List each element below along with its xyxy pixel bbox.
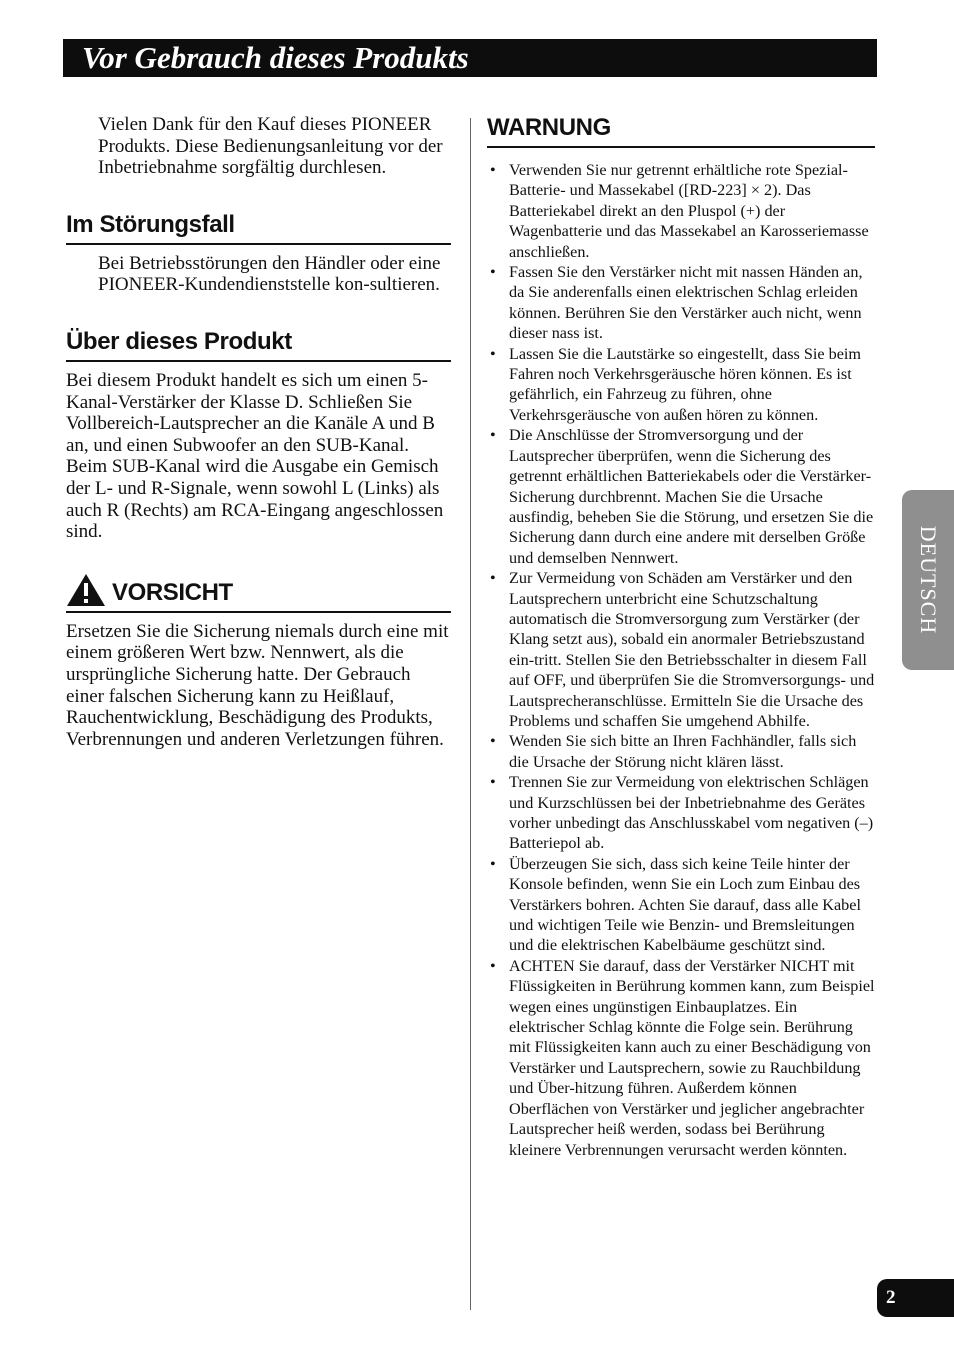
page-number: 2	[877, 1279, 954, 1317]
produkt-text-2: Beim SUB-Kanal wird die Ausgabe ein Gemisch der L- und R-Signale, wenn sowohl L (Links) als auch R (Rechts) am RCA-Eingang angeschlossen sind.	[66, 456, 444, 543]
right-column	[487, 114, 875, 1160]
list-item: • Trennen Sie zur Vermeidung von elektrischen Schlägen und Kurzschlüssen bei der Inbetriebnahme des Gerätes vorher unbedingt das Anschlusskabel vom negativen (–) Batteriepol ab.	[487, 772, 875, 854]
left-column	[66, 114, 451, 750]
heading-vorsicht	[66, 573, 451, 613]
list-item: • Fassen Sie den Verstärker nicht mit nassen Händen an, da Sie anderenfalls einen elektrischen Schlag erleiden können. Berühren Sie den Verstärker auch nicht, wenn dieser nass ist.	[487, 262, 875, 344]
language-tab	[902, 490, 954, 670]
language-tab-label: DEUTSCH	[916, 525, 941, 635]
produkt-text-1: Bei diesem Produkt handelt es sich um einen 5-Kanal-Verstärker der Klasse D. Schließen Sie Vollbereich-Lautsprecher an die Kanäle A und B an, und einen Subwoofer an den SUB-Kanal.	[66, 369, 435, 456]
page-title: Vor Gebrauch dieses Produkts	[63, 39, 877, 77]
list-item: • Überzeugen Sie sich, dass sich keine Teile hinter der Konsole befinden, wenn Sie ein Loch zum Einbau des Verstärkers bohren. Achten Sie darauf, dass alle Kabel und wichtigen Teile wie Benzin- und Bremsleitungen und die elektrischen Kabelbäume geschützt sind.	[487, 854, 875, 956]
list-item: • ACHTEN Sie darauf, dass der Verstärker NICHT mit Flüssigkeiten in Berührung kommen kann, zum Beispiel wegen eines ungünstigen Einbauplatzes. Ein elektrischer Schlag könnte die Folge sein. Berührung mit Flüssigkeiten kann auch zu einer Beschädigung von Verstärker und Lautsprechern, sowie zu Rauchbildung und Über-hitzung führen. Außerdem können Oberflächen von Verstärker und jeglicher angebrachter Lautsprecher heiß werden, sodass bei Berührung kleinere Verbrennungen verursacht werden könnten.	[487, 956, 875, 1160]
intro-text: Vielen Dank für den Kauf dieses PIONEER Produkts. Diese Bedienungsanleitung vor der Inbetriebnahme sorgfältig durchlesen.	[98, 114, 443, 179]
list-item: • Zur Vermeidung von Schäden am Verstärker und den Lautsprechern unterbricht eine Schutzschaltung automatisch die Stromversorgung zum Verstärker (der Klang setzt aus), sobald ein anormaler Betriebszustand ein-tritt. Stellen Sie den Betriebsschalter in diesem Fall auf OFF, und überprüfen Sie die Stromversorgungs- und Lautsprecheranschlüsse. Ermitteln Sie die Ursache des Problems und schaffen Sie umgehend Abhilfe.	[487, 568, 875, 731]
list-item: • Verwenden Sie nur getrennt erhältliche rote Spezial-Batterie- und Massekabel ([RD-223] × 2). Das Batteriekabel direkt an den Pluspol (+) der Wagenbatterie und das Massekabel an Karosseriemasse anschließen.	[487, 160, 875, 262]
vorsicht-label: VORSICHT	[112, 578, 233, 606]
warning-triangle-icon	[66, 573, 106, 607]
heading-warnung: WARNUNG	[487, 114, 875, 148]
warnung-list	[487, 160, 875, 1160]
column-divider	[470, 118, 471, 1310]
heading-stoerungsfall: Im Störungsfall	[66, 211, 451, 245]
stoerungsfall-text: Bei Betriebsstörungen den Händler oder eine PIONEER-Kundendienststelle kon-sultieren.	[98, 252, 441, 296]
heading-ueber-produkt: Über dieses Produkt	[66, 328, 451, 362]
vorsicht-text: Ersetzen Sie die Sicherung niemals durch eine mit einem größeren Wert bzw. Nennwert, als die ursprüngliche Sicherung hatte. Der Gebrauch einer falschen Sicherung kann zu Heißlauf, Rauchentwicklung, Beschädigung des Produkts, Verbrennungen und anderen Verletzungen führen.	[66, 620, 449, 750]
list-item: • Die Anschlüsse der Stromversorgung und der Lautsprecher überprüfen, wenn die Sicherung des getrennt erhältlichen Batteriekabels oder die Verstärker-Sicherung durchbrennt. Machen Sie die Ursache ausfindig, beheben Sie die Störung, und ersetzen Sie die Sicherung dann durch eine andere mit derselben Größe und demselben Nennwert.	[487, 425, 875, 568]
list-item: • Wenden Sie sich bitte an Ihren Fachhändler, falls sich die Ursache der Störung nicht klären lässt.	[487, 731, 875, 772]
list-item: • Lassen Sie die Lautstärke so eingestellt, dass Sie beim Fahren noch Verkehrsgeräusche hören können. Es ist gefährlich, ein Fahrzeug zu führen, ohne Verkehrsgeräusche von außen hören zu können.	[487, 344, 875, 426]
